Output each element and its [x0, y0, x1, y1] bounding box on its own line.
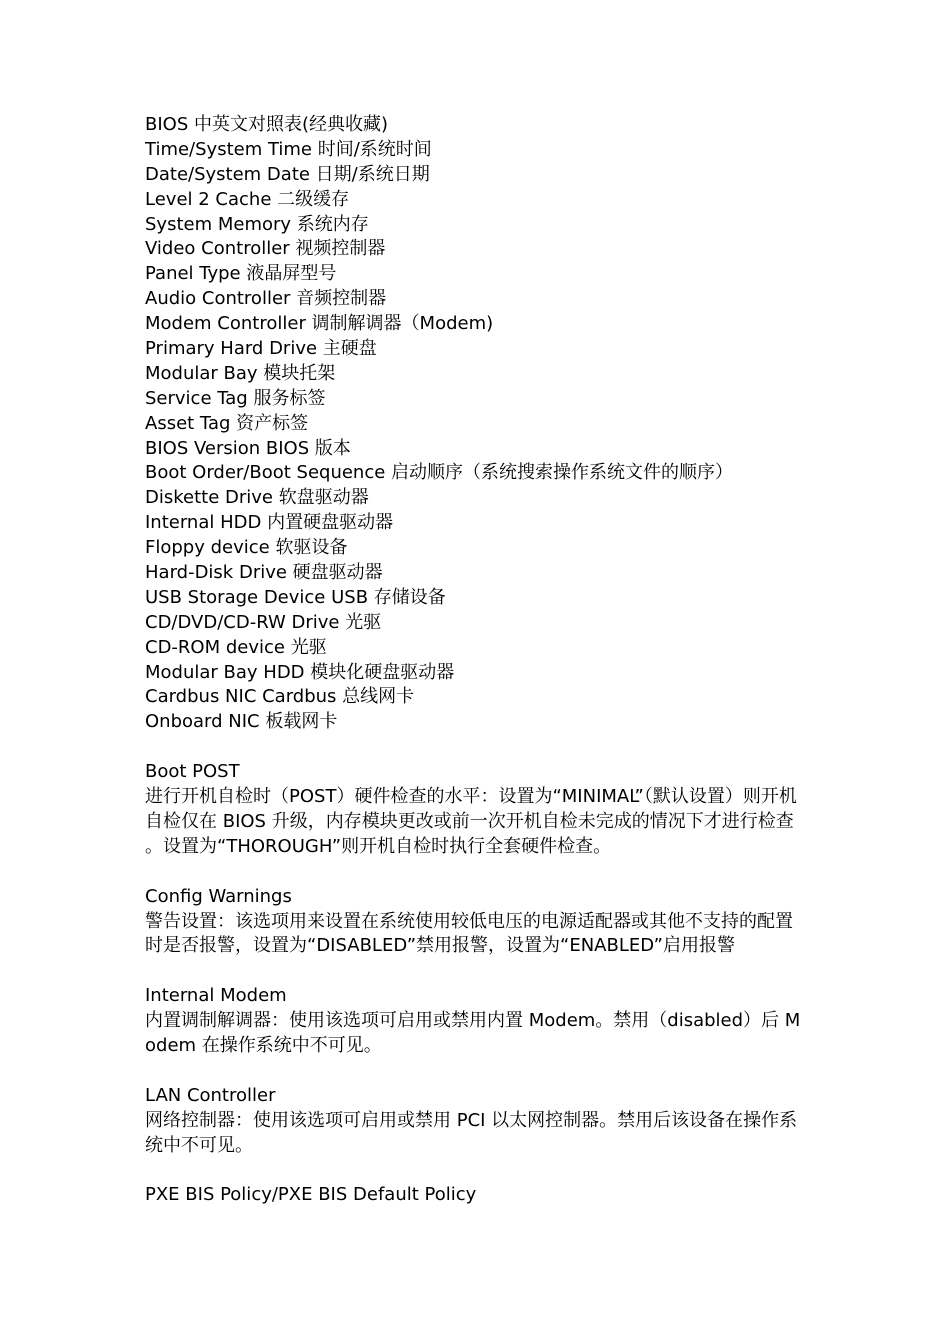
term-line: Time/System Time 时间/系统时间 [145, 138, 432, 160]
section-boot-post [145, 760, 810, 860]
paragraph-gap [145, 1159, 810, 1184]
term-list [145, 138, 810, 735]
section-heading: LAN Controller [145, 1084, 276, 1106]
term-line: Diskette Drive 软盘驱动器 [145, 487, 369, 509]
term-line: Audio Controller 音频控制器 [145, 288, 387, 310]
section-heading: Boot POST [145, 761, 240, 783]
section-body: 进行开机自检时（POST）硬件检查的水平：设置为“MINIMAL”（默认设置）则开机自检仅在 BIOS 升级，内存模块更改或前一次开机自检未完成的情况下才进行检查。设置为“THOROUGH”则开机自检时执行全套硬件检查。 [145, 786, 797, 857]
term-line: BIOS Version BIOS 版本 [145, 437, 351, 459]
term-line: Floppy device 软驱设备 [145, 537, 348, 559]
paragraph-gap [145, 735, 810, 760]
document-title: BIOS 中英文对照表(经典收藏) [145, 114, 389, 135]
term-line: Date/System Date 日期/系统日期 [145, 163, 430, 185]
section-body: 警告设置：该选项用来设置在系统使用较低电压的电源适配器或其他不支持的配置时是否报警，设置为“DISABLED”禁用报警，设置为“ENABLED”启用报警 [145, 910, 793, 957]
term-line: CD-ROM device 光驱 [145, 636, 327, 658]
term-line: Boot Order/Boot Sequence 启动顺序（系统搜索操作系统文件的顺序） [145, 462, 734, 484]
term-line: Modem Controller 调制解调器（Modem) [145, 313, 494, 335]
section-body: 网络控制器：使用该选项可启用或禁用 PCI 以太网控制器。禁用后该设备在操作系统中不可见。 [145, 1109, 798, 1156]
section-heading: Internal Modem [145, 985, 287, 1007]
term-line: Internal HDD 内置硬盘驱动器 [145, 512, 394, 534]
term-line: Panel Type 液晶屏型号 [145, 263, 337, 285]
term-line: USB Storage Device USB 存储设备 [145, 586, 446, 608]
section-lan-controller [145, 1084, 810, 1159]
section-body: 内置调制解调器：使用该选项可启用或禁用内置 Modem。禁用（disabled）后 Modem 在操作系统中不可见。 [145, 1010, 801, 1057]
section-config-warnings [145, 885, 810, 960]
term-line: Modular Bay HDD 模块化硬盘驱动器 [145, 661, 455, 683]
final-heading: PXE BIS Policy/PXE BIS Default Policy [145, 1184, 477, 1206]
paragraph-gap [145, 860, 810, 885]
term-line: Video Controller 视频控制器 [145, 238, 386, 260]
section-heading: Config Warnings [145, 885, 292, 907]
paragraph-gap [145, 1059, 810, 1084]
term-line: Onboard NIC 板载网卡 [145, 711, 338, 733]
term-line: Service Tag 服务标签 [145, 387, 326, 409]
section-internal-modem [145, 984, 810, 1059]
term-line: Asset Tag 资产标签 [145, 412, 309, 434]
term-line: CD/DVD/CD-RW Drive 光驱 [145, 611, 382, 633]
term-line: Hard-Disk Drive 硬盘驱动器 [145, 562, 383, 584]
term-line: System Memory 系统内存 [145, 213, 369, 235]
term-line: Primary Hard Drive 主硬盘 [145, 338, 377, 360]
paragraph-gap [145, 959, 810, 984]
term-line: Modular Bay 模块托架 [145, 362, 336, 384]
term-line: Cardbus NIC Cardbus 总线网卡 [145, 686, 415, 708]
term-line: Level 2 Cache 二级缓存 [145, 188, 350, 210]
document-page [145, 113, 810, 1208]
